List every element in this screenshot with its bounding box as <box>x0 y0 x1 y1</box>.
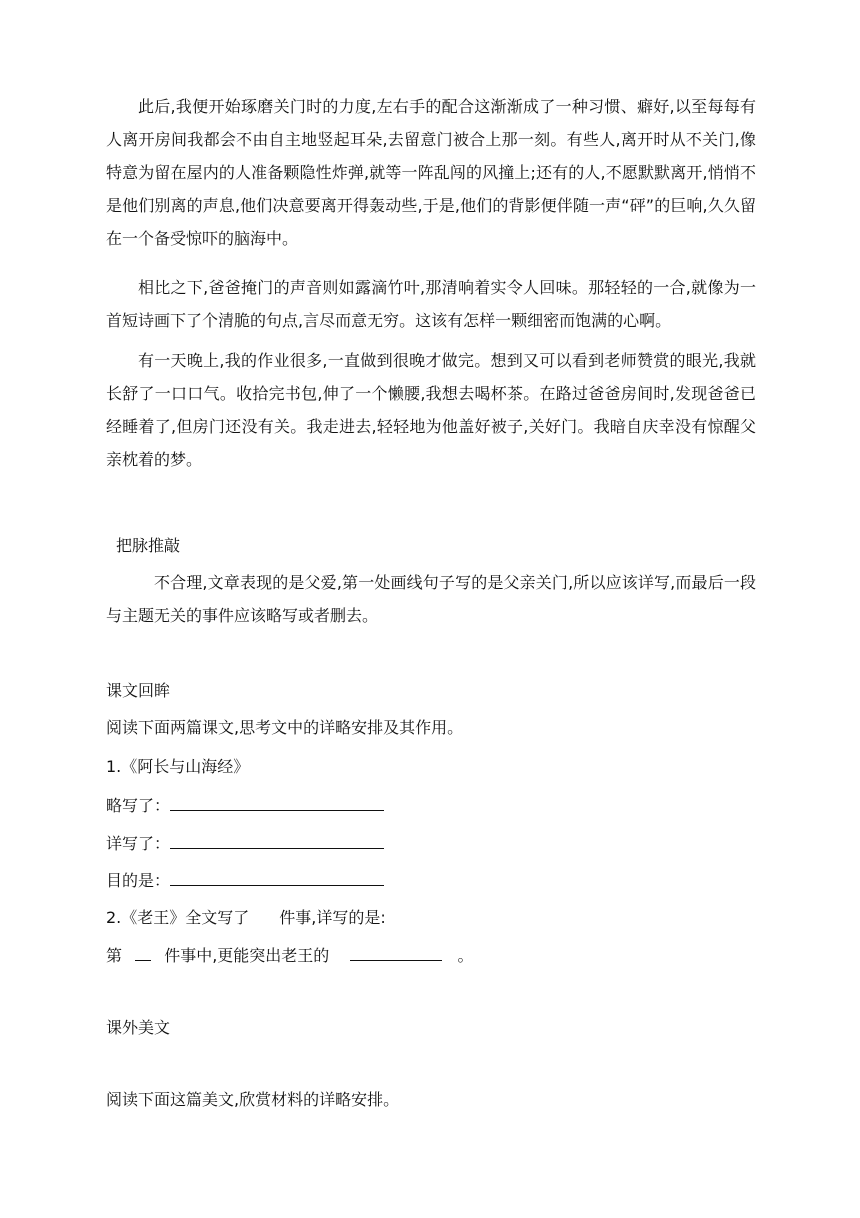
analysis-text: 不合理,文章表现的是父爱,第一处画线句子写的是父亲关门,所以应该详写,而最后一段与主题无关的事件应该略写或者删去。 <box>106 573 756 625</box>
analysis-heading: 把脉推敲 <box>116 536 181 555</box>
detail-blank[interactable] <box>170 830 384 849</box>
review-item-2-line-2 <box>106 942 474 968</box>
brief-blank[interactable] <box>170 792 384 811</box>
extra-instruction: 阅读下面这篇美文,欣赏材料的详略安排。 <box>106 1090 400 1109</box>
detail-label: 详写了： <box>106 834 171 853</box>
item-2-trait-blank[interactable] <box>350 942 442 961</box>
item-2-count-blank[interactable] <box>249 905 279 923</box>
item-2-line-2-middle: 件事中,更能突出老王的 <box>164 946 330 965</box>
purpose-blank[interactable] <box>170 867 384 886</box>
brief-label: 略写了： <box>106 796 171 815</box>
review-item-1-title: 1.《阿长与山海经》 <box>106 757 250 776</box>
brief-row <box>106 792 384 818</box>
item-2-title: 2.《老王》全文写了 <box>106 908 250 927</box>
story-paragraph-2: 相比之下,爸爸掩门的声音则如露滴竹叶,那清响着实令人回味。那轻轻的一合,就像为一首短诗画下了个清脆的句点,言尽而意无穷。这该有怎样一颗细密而饱满的心啊。 <box>106 278 756 330</box>
purpose-row <box>106 867 384 893</box>
item-2-line-2-end: 。 <box>457 946 474 965</box>
story-paragraph-1: 此后,我便开始琢磨关门时的力度,左右手的配合这渐渐成了一种习惯、癖好,以至每每有人离开房间我都会不由自主地竖起耳朵,去留意门被合上那一刻。有些人,离开时从不关门,像特意为留在屋内的人准备颗隐性炸弹,就等一阵乱闯的风撞上;还有的人,不愿默默离开,悄悄不是他们别离的声息,他们决意要离开得轰动些,于是,他们的背影便伴随一声“砰”的巨响,久久留在一个备受惊吓的脑海中。 <box>106 97 756 248</box>
item-2-suffix: 件事,详写的是: <box>279 908 386 927</box>
story-paragraph-3: 有一天晚上,我的作业很多,一直做到很晚才做完。想到又可以看到老师赞赏的眼光,我就长舒了一口口气。收拾完书包,伸了一个懒腰,我想去喝杯茶。在路过爸爸房间时,发现爸爸已经睡着了,但房门还没有关。我走进去,轻轻地为他盖好被子,关好门。我暗自庆幸没有惊醒父亲枕着的梦。 <box>106 351 756 469</box>
review-instruction: 阅读下面两篇课文,思考文中的详略安排及其作用。 <box>106 718 464 737</box>
extra-heading: 课外美文 <box>106 1018 171 1037</box>
item-2-which-blank[interactable] <box>135 942 151 961</box>
review-heading: 课文回眸 <box>106 681 171 700</box>
item-2-line-2-prefix: 第 <box>106 946 123 965</box>
review-item-2 <box>106 905 386 930</box>
detail-row <box>106 830 384 856</box>
purpose-label: 目的是： <box>106 871 171 890</box>
